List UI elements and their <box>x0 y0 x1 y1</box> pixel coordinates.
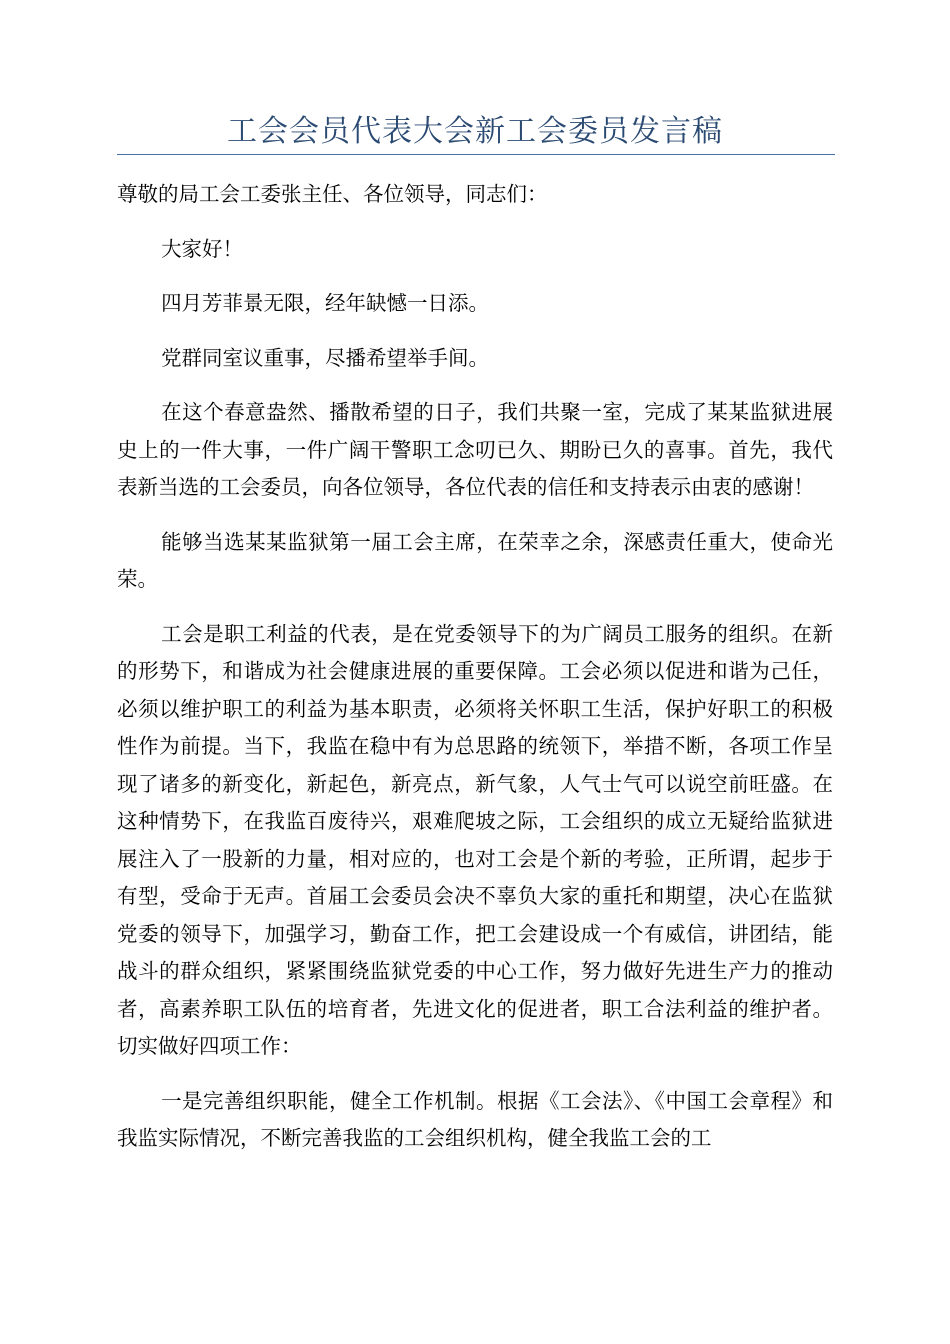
salutation: 尊敬的局工会工委张主任、各位领导，同志们： <box>117 182 548 206</box>
document-body <box>117 176 833 1175</box>
paragraph-poem-line-1: 四月芳菲景无限，经年缺憾一日添。 <box>161 291 490 315</box>
paragraph-task-one: 一是完善组织职能，健全工作机制。根据《工会法》、《中国工会章程》和我监实际情况，不断完善我监的工会组织机构，健全我监工会的工 <box>117 1088 833 1150</box>
paragraph-honor: 能够当选某某监狱第一届工会主席，在荣幸之余，深感责任重大，使命光荣。 <box>117 529 833 591</box>
title-underline <box>117 154 835 155</box>
paragraph-thanks: 在这个春意盎然、播散希望的日子，我们共聚一室，完成了某某监狱进展史上的一件大事，一件广阔干警职工念叨已久、期盼已久的喜事。首先，我代表新当选的工会委员，向各位领导，各位代表的信任和支持表示由衷的感谢！ <box>117 400 833 499</box>
document-title: 工会会员代表大会新工会委员发言稿 <box>227 114 723 149</box>
paragraph-union-role: 工会是职工利益的代表，是在党委领导下的为广阔员工服务的组织。在新的形势下，和谐成为社会健康进展的重要保障。工会必须以促进和谐为己任，必须以维护职工的利益为基本职责，必须将关怀职工生活，保护好职工的积极性作为前提。当下，我监在稳中有为总思路的统领下，举措不断，各项工作呈现了诸多的新变化，新起色，新亮点，新气象，人气士气可以说空前旺盛。在这种情势下，在我监百废待兴，艰难爬坡之际，工会组织的成立无疑给监狱进展注入了一股新的力量，相对应的，也对工会是个新的考验，正所谓，起步于有型，受命于无声。首届工会委员会决不辜负大家的重托和期望，决心在监狱党委的领导下，加强学习，勤奋工作，把工会建设成一个有威信，讲团结，能战斗的群众组织，紧紧围绕监狱党委的中心工作，努力做好先进生产力的推动者，高素养职工队伍的培育者，先进文化的促进者，职工合法利益的维护者。切实做好四项工作： <box>117 621 833 1058</box>
paragraph-greeting: 大家好！ <box>161 236 244 261</box>
paragraph-poem-line-2: 党群同室议重事，尽播希望举手间。 <box>161 345 490 370</box>
